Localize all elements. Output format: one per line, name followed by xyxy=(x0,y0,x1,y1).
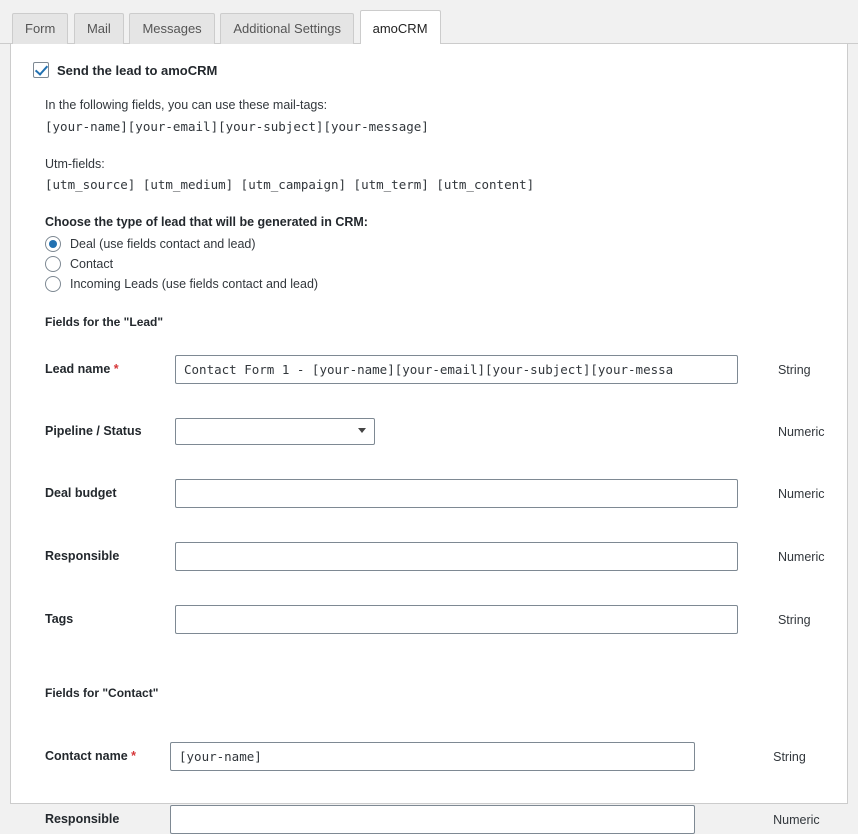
field-row-contact-name xyxy=(23,742,827,771)
tags-type: String xyxy=(777,612,811,627)
pipeline-status-type: Numeric xyxy=(777,424,825,439)
mailtags-note xyxy=(45,96,827,137)
deal-budget-label: Deal budget xyxy=(45,486,117,501)
chevron-down-icon xyxy=(358,428,366,433)
lead-name-input[interactable] xyxy=(175,355,738,384)
lead-responsible-type: Numeric xyxy=(777,549,825,564)
lead-type-option-deal-label: Deal (use fields contact and lead) xyxy=(70,237,256,251)
pipeline-status-label: Pipeline / Status xyxy=(45,424,142,439)
lead-responsible-label: Responsible xyxy=(45,549,120,564)
required-marker-contact: * xyxy=(131,749,137,764)
send-lead-checkbox[interactable] xyxy=(33,62,49,78)
tab-form[interactable]: Form xyxy=(12,13,68,44)
lead-type-option-deal[interactable] xyxy=(45,235,827,253)
field-row-contact-responsible xyxy=(23,805,827,834)
radio-incoming-leads-icon[interactable] xyxy=(45,276,61,292)
deal-budget-type: Numeric xyxy=(777,486,825,501)
contact-responsible-label: Responsible xyxy=(45,812,120,827)
send-lead-row[interactable] xyxy=(33,62,827,78)
radio-contact-icon[interactable] xyxy=(45,256,61,272)
utm-title: Utm-fields: xyxy=(45,156,105,171)
lead-fields-table xyxy=(23,337,827,686)
deal-budget-input[interactable] xyxy=(175,479,738,508)
amocrm-panel xyxy=(10,44,848,827)
pipeline-status-select[interactable] xyxy=(175,418,375,445)
lead-name-label xyxy=(23,355,175,384)
field-row-pipeline-status xyxy=(23,418,827,445)
tags-label: Tags xyxy=(45,612,74,627)
tab-amocrm[interactable]: amoCRM xyxy=(360,10,441,44)
tab-additional-settings[interactable]: Additional Settings xyxy=(220,13,354,44)
lead-type-option-contact-label: Contact xyxy=(70,257,114,271)
lead-type-title: Choose the type of lead that will be generated in CRM: xyxy=(45,215,368,229)
lead-fields-title: Fields for the "Lead" xyxy=(45,315,164,329)
tab-mail[interactable]: Mail xyxy=(74,13,124,44)
lead-type-option-contact[interactable] xyxy=(45,255,827,273)
field-row-lead-name xyxy=(23,355,827,384)
contact-responsible-input[interactable] xyxy=(170,805,695,834)
contact-fields-title: Fields for "Contact" xyxy=(45,686,159,700)
contact-name-input[interactable] xyxy=(170,742,695,771)
mailtags-list: [your-name][your-email][your-subject][your-message] xyxy=(45,118,429,134)
lead-type-radio-group xyxy=(45,235,827,293)
field-row-deal-budget xyxy=(23,479,827,508)
tab-messages[interactable]: Messages xyxy=(129,13,214,44)
tab-bar xyxy=(0,0,858,44)
lead-responsible-input[interactable] xyxy=(175,542,738,571)
lead-name-label-text: Lead name xyxy=(45,362,111,377)
lead-name-type: String xyxy=(777,362,811,377)
field-row-lead-responsible xyxy=(23,542,827,571)
mailtags-intro: In the following fields, you can use these mail-tags: xyxy=(45,98,328,112)
contact-fields-table xyxy=(23,708,827,834)
utm-note xyxy=(45,155,827,196)
field-row-tags xyxy=(23,605,827,634)
lead-type-option-incoming-leads[interactable] xyxy=(45,275,827,293)
lead-type-option-incoming-leads-label: Incoming Leads (use fields contact and lead) xyxy=(70,277,319,291)
contact-name-label xyxy=(23,742,170,771)
send-lead-label: Send the lead to amoCRM xyxy=(57,62,218,78)
contact-name-label-text: Contact name xyxy=(45,749,128,764)
contact-responsible-type: Numeric xyxy=(773,812,820,827)
tags-input[interactable] xyxy=(175,605,738,634)
utm-list: [utm_source] [utm_medium] [utm_campaign] [utm_term] [utm_content] xyxy=(45,177,535,193)
radio-deal-icon[interactable] xyxy=(45,236,61,252)
contact-name-type: String xyxy=(773,749,806,764)
required-marker: * xyxy=(113,362,119,377)
